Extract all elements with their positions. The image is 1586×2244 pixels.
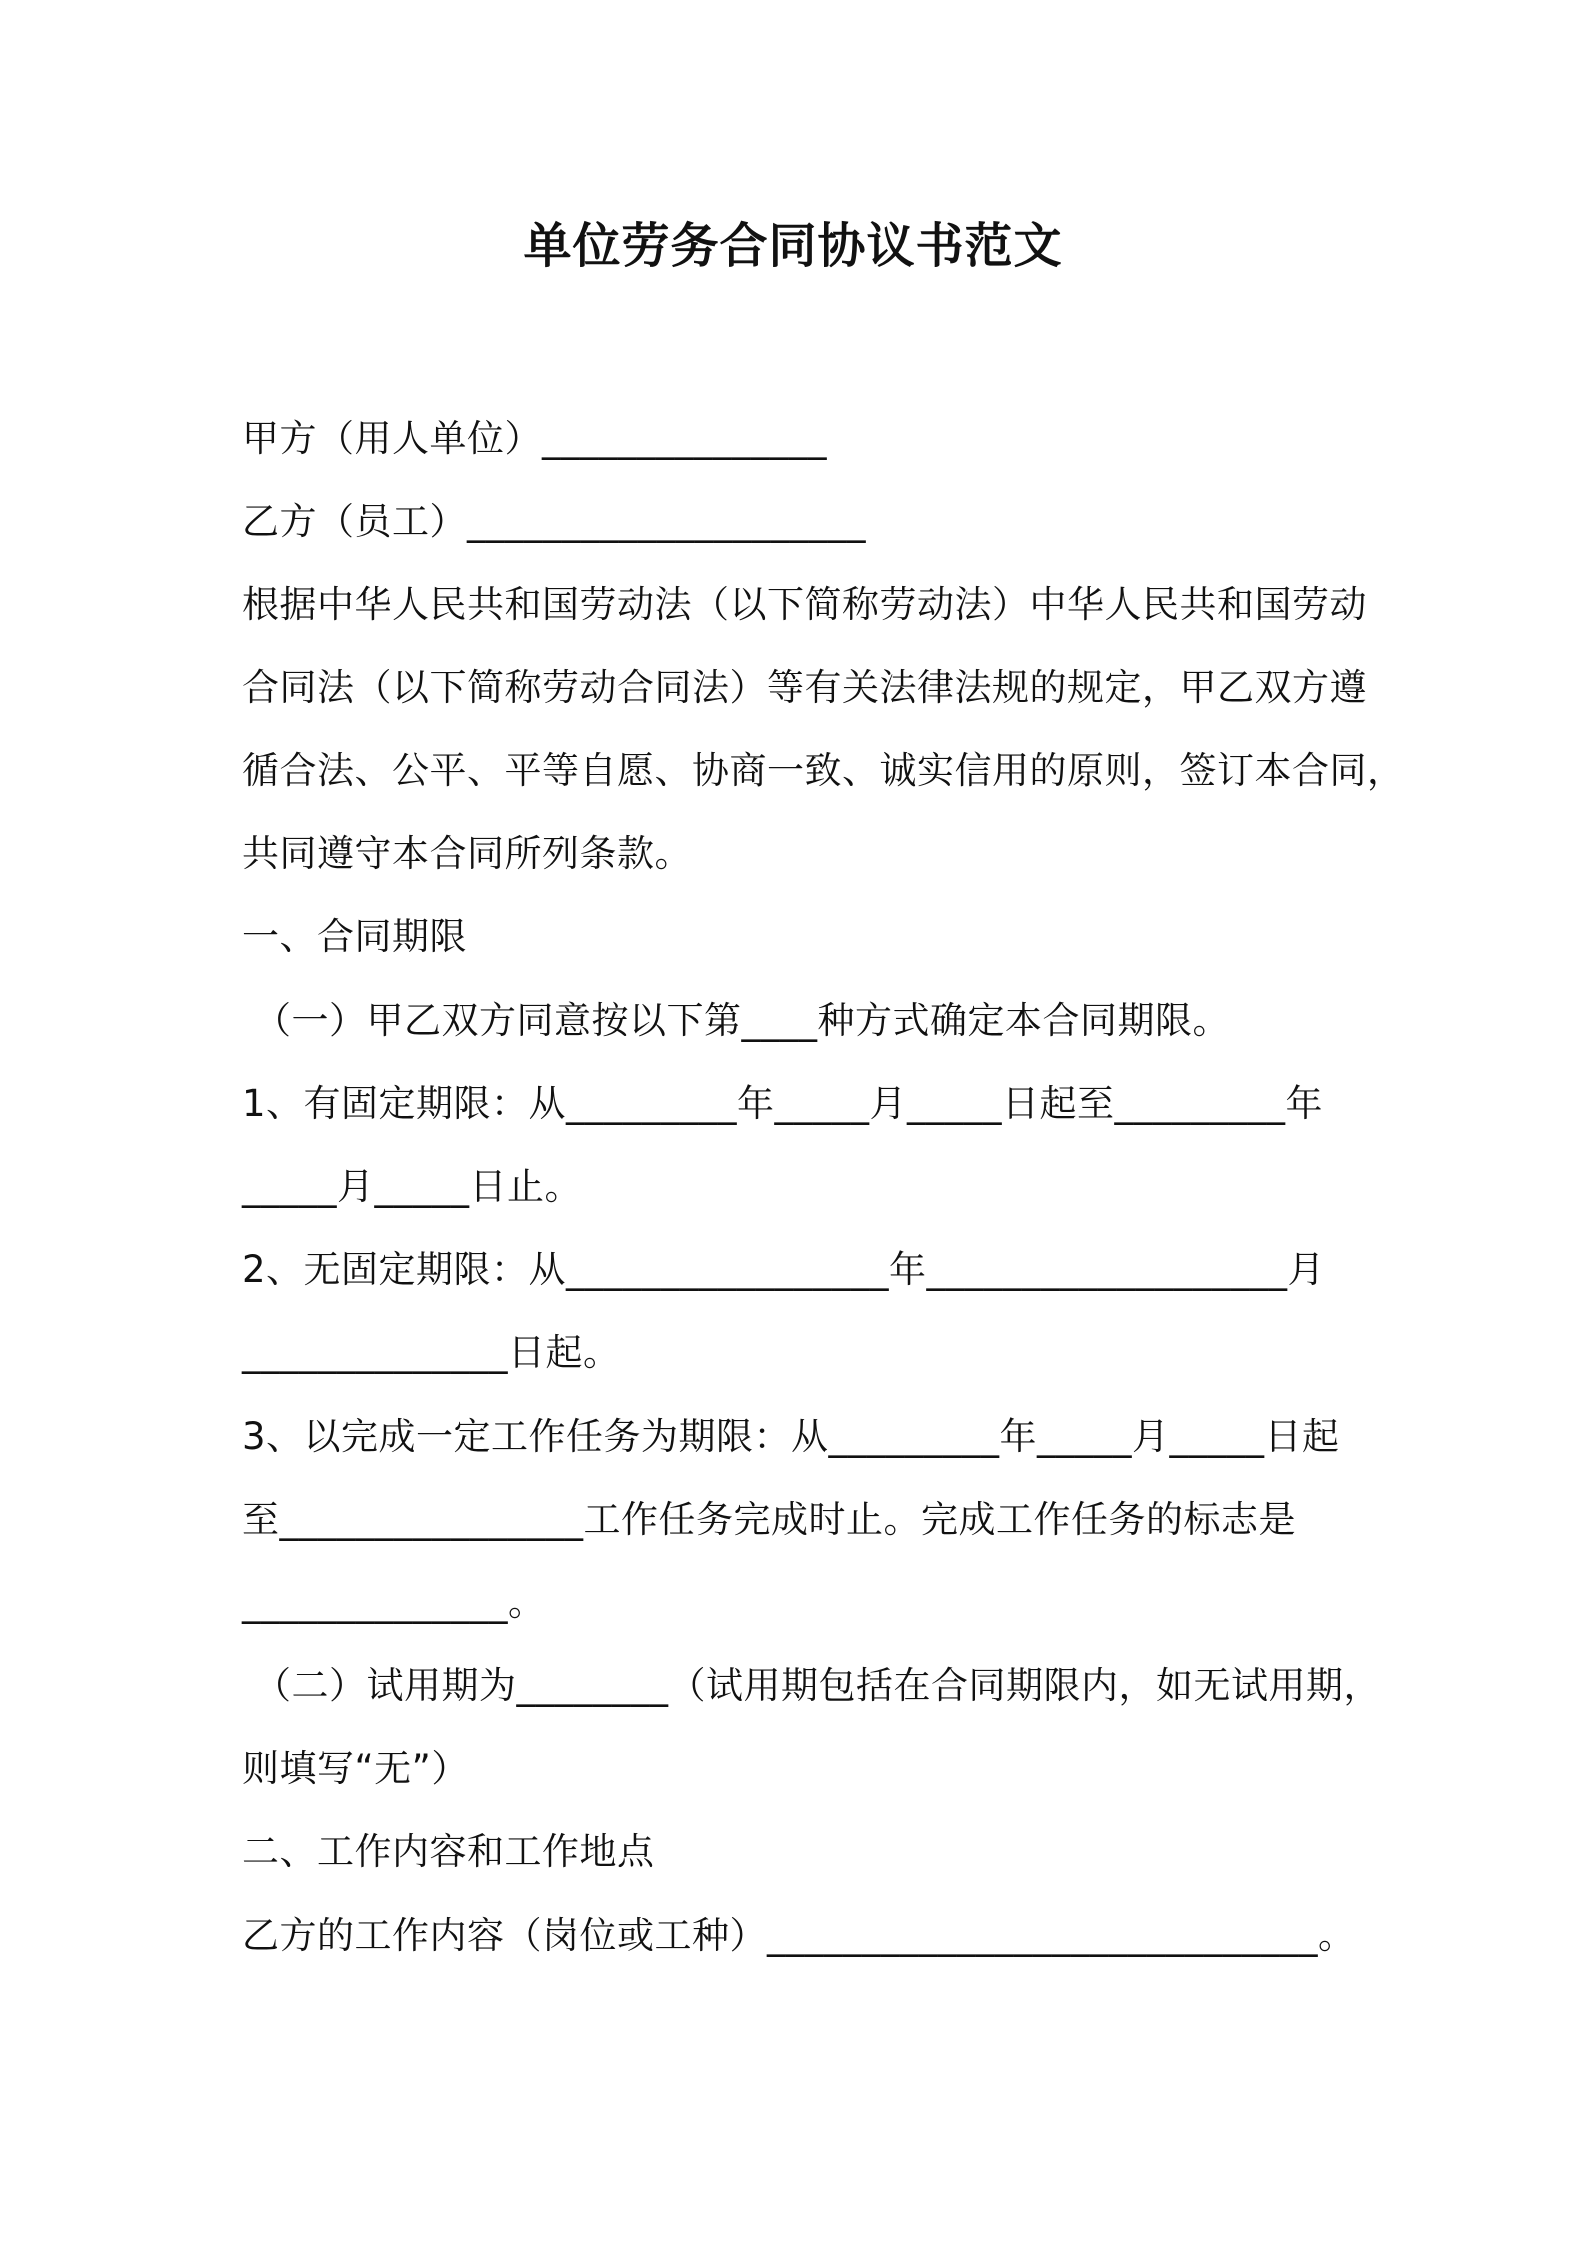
party-b-line: 乙方（员工）_____________________ [242, 500, 866, 543]
section-heading-work: 二、工作内容和工作地点 [242, 1830, 655, 1873]
open-term-line-2: ______________日起。 [242, 1331, 621, 1374]
preamble-line-3: 循合法、公平、平等自愿、协商一致、诚实信用的原则，签订本合同， [242, 749, 1405, 792]
fixed-term-line-2: _____月_____日止。 [242, 1165, 582, 1208]
preamble-line-4: 共同遵守本合同所列条款。 [242, 832, 692, 875]
party-a-line: 甲方（用人单位）_______________ [242, 417, 827, 460]
probation-line-2: 则填写“无”） [242, 1747, 469, 1790]
probation-line-1: （二）试用期为________（试用期包括在合同期限内，如无试用期， [254, 1664, 1381, 1707]
document-title: 单位劳务合同协议书范文 [523, 218, 1063, 274]
section-heading-term: 一、合同期限 [242, 915, 467, 958]
open-term-line-1: 2、无固定期限：从_________________年___________________月 [242, 1248, 1326, 1291]
fixed-term-line-1: 1、有固定期限：从_________年_____月_____日起至_________年 [242, 1082, 1324, 1125]
preamble-line-1: 根据中华人民共和国劳动法（以下简称劳动法）中华人民共和国劳动 [242, 583, 1367, 626]
task-term-line-2: 至________________工作任务完成时止。完成工作任务的标志是 [242, 1498, 1296, 1541]
term-clause-1: （一）甲乙双方同意按以下第____种方式确定本合同期限。 [254, 999, 1230, 1042]
task-term-line-1: 3、以完成一定工作任务为期限：从_________年_____月_____日起 [242, 1415, 1340, 1458]
work-content-line: 乙方的工作内容（岗位或工种）_____________________________。 [242, 1914, 1356, 1957]
preamble-line-2: 合同法（以下简称劳动合同法）等有关法律法规的规定，甲乙双方遵 [242, 666, 1367, 709]
task-term-line-3: ______________。 [242, 1581, 546, 1624]
